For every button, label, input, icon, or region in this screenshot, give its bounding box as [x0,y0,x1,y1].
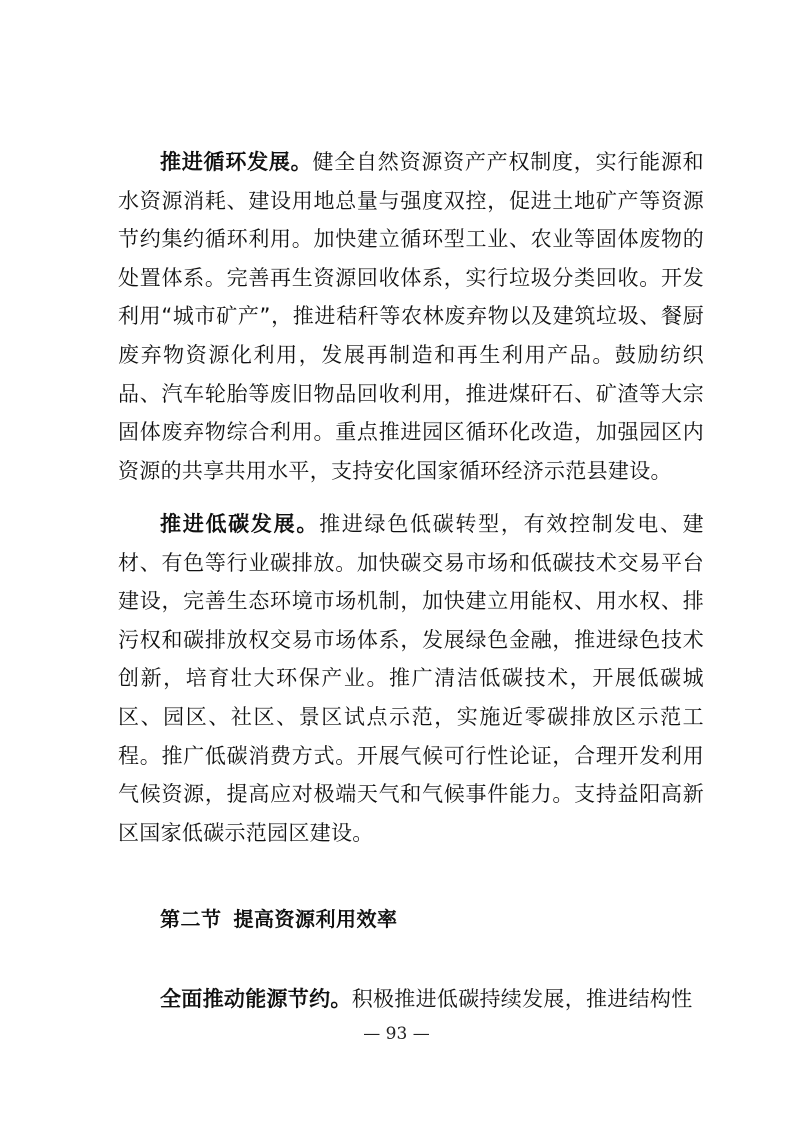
paragraph-low-carbon-development [118,505,704,852]
paragraph-circular-development [118,143,704,490]
paragraph-body: 积极推进低碳持续发展，推进结构性 [351,987,693,1011]
paragraph-energy-saving [118,980,704,1019]
paragraph-body: 健全自然资源资产产权制度，实行能源和水资源消耗、建设用地总量与强度双控，促进土地矿产等资源节约集约循环利用。加快建立循环型工业、农业等固体废物的处置体系。完善再生资源回收体系，实行垃圾分类回收。开发利用“城市矿产”，推进秸秆等农林废弃物以及建筑垃圾、餐厨废弃物资源化利用，发展再制造和再生利用产品。鼓励纺织品、汽车轮胎等废旧物品回收利用，推进煤矸石、矿渣等大宗固体废弃物综合利用。重点推进园区循环化改造，加强园区内资源的共享共用水平，支持安化国家循环经济示范县建设。 [118,150,704,483]
paragraph-lead: 全面推动能源节约。 [160,987,352,1011]
paragraph-lead: 推进循环发展。 [160,150,313,174]
section-title: 提高资源利用效率 [233,907,398,931]
page-number: — 93 — [363,1024,430,1044]
paragraph-body: 推进绿色低碳转型，有效控制发电、建材、有色等行业碳排放。加快碳交易市场和低碳技术交易平台建设，完善生态环境市场机制，加快建立用能权、用水权、排污权和碳排放权交易市场体系，发展绿色金融，推进绿色技术创新，培育壮大环保产业。推广清洁低碳技术，开展低碳城区、园区、社区、景区试点示范，实施近零碳排放区示范工程。推广低碳消费方式。开展气候可行性论证，合理开发利用气候资源，提高应对极端天气和气候事件能力。支持益阳高新区国家低碳示范园区建设。 [118,512,704,845]
paragraph-lead: 推进低碳发展。 [160,512,320,536]
section-heading [160,903,398,932]
section-number: 第二节 [160,907,222,931]
